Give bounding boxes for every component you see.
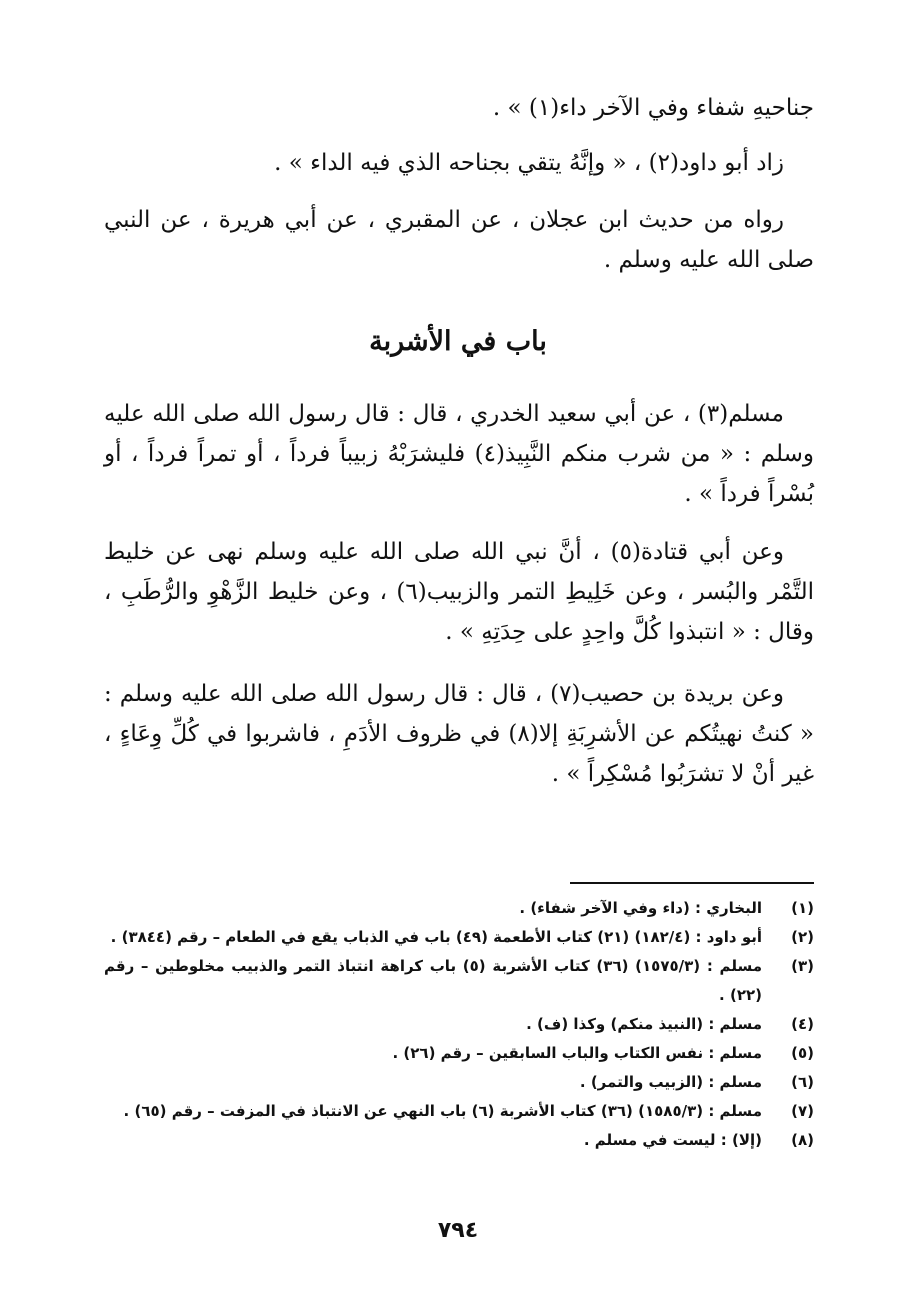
paragraph-text: وعن أبي قتادة(٥) ، أنَّ نبي الله صلى الله عليه وسلم نهى عن خليط التَّمْر والبُسر ، وعن خَلِيطِ التمر والزبيب(٦) ، وعن خليط الزَّهْوِ والرُّطَبِ ، وقال : « انتبذوا كُلَّ واحِدٍ على حِدَتِهِ » . (104, 539, 814, 645)
footnote-1 (104, 894, 814, 923)
footnote-text: البخاري : (داء وفي الآخر شفاء) . (519, 899, 762, 917)
footnote-number: (٨) (791, 1131, 814, 1149)
footnote-number: (٧) (791, 1102, 814, 1120)
footnote-5 (104, 1039, 814, 1068)
text-line-3: رواه من حديث ابن عجلان ، عن المقبري ، عن أبي هريرة ، عن النبي صلى الله عليه وسلم . (104, 207, 814, 273)
footnote-text: مسلم : (الزبيب والتمر) . (579, 1073, 762, 1091)
footnote-number: (٥) (791, 1044, 814, 1062)
footnote-text: مسلم : (النبيذ منكم) وكذا (ف) . (526, 1015, 762, 1033)
paragraph-2 (104, 532, 814, 652)
footnote-number: (٦) (791, 1073, 814, 1091)
footnotes (104, 894, 814, 1155)
page-number: ٧٩٤ (437, 1218, 479, 1243)
paragraph-text: مسلم(٣) ، عن أبي سعيد الخدري ، قال : قال رسول الله صلى الله عليه وسلم : « من شرب منكم النَّبِيذ(٤) فليشرَبْهُ زبيباً فرداً ، أو تمراً فرداً ، أو بُسْراً فرداً » . (104, 401, 815, 507)
text-line-1: جناحيهِ شفاء وفي الآخر داء(١) » . (492, 95, 814, 121)
footnote-number: (٢) (791, 928, 814, 946)
footnote-text: مسلم : (١٥٨٥/٣) (٣٦) كتاب الأشربة (٦) باب النهي عن الانتباذ في المزفت – رقم (٦٥) . (123, 1102, 762, 1120)
top-section-line-2 (104, 143, 814, 183)
footnote-text: أبو داود : (١٨٢/٤) (٢١) كتاب الأطعمة (٤٩) باب في الذباب يقع في الطعام – رقم (٣٨٤٤) . (110, 928, 762, 946)
section-heading: باب في الأشربة (369, 326, 547, 357)
top-section-line-3 (104, 200, 814, 280)
footnote-text: (إلا) : ليست في مسلم . (583, 1131, 762, 1149)
footnote-6 (104, 1068, 814, 1097)
paragraph-text: وعن بريدة بن حصيب(٧) ، قال : قال رسول الله صلى الله عليه وسلم : « كنتُ نهيتُكم عن الأشرِبَةِ إلا(٨) في ظروف الأدَمِ ، فاشربوا في كُلِّ وِعَاءٍ ، غير أنْ لا تشرَبُوا مُسْكِراً » . (104, 681, 814, 787)
footnote-text: مسلم : (١٥٧٥/٣) (٣٦) كتاب الأشربة (٥) باب كراهة انتباذ التمر والذبيب مخلوطين – رقم (٢٢) . (104, 957, 762, 1004)
footnote-text: مسلم : نفس الكتاب والباب السابقين – رقم (٢٦) . (392, 1044, 762, 1062)
footnote-4 (104, 1010, 814, 1039)
footnote-3 (104, 952, 814, 1010)
paragraph-1 (104, 394, 814, 514)
footnote-number: (٣) (791, 957, 814, 975)
footnote-7 (104, 1097, 814, 1126)
paragraph-3 (104, 674, 814, 794)
footnote-number: (١) (791, 899, 814, 917)
top-section (104, 88, 814, 128)
footnote-divider (570, 882, 814, 884)
footnote-number: (٤) (791, 1015, 814, 1033)
footnote-2 (104, 923, 814, 952)
footnote-8 (104, 1126, 814, 1155)
text-line-2: زاد أبو داود(٢) ، « وإنَّهُ يتقي بجناحه الذي فيه الداء » . (274, 150, 784, 176)
